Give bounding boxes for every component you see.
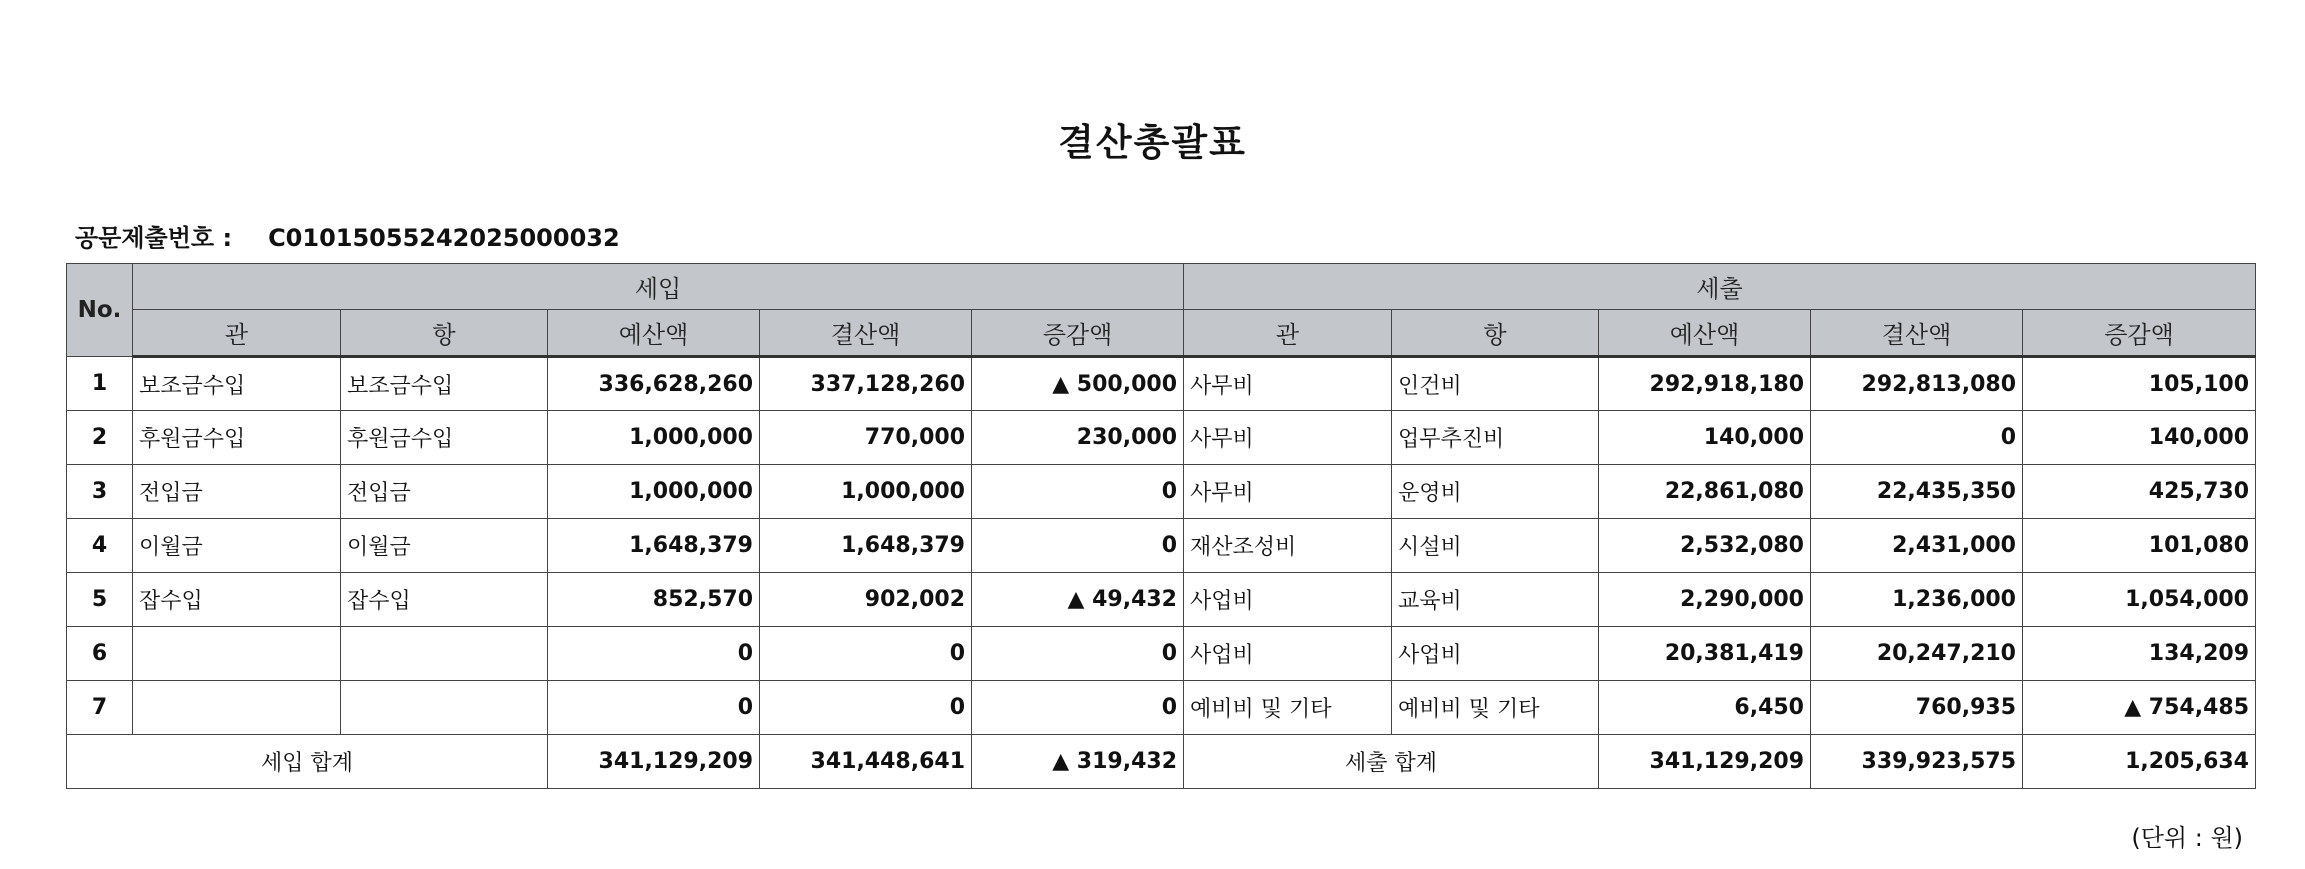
doc-number-label: 공문제출번호 : — [75, 224, 233, 252]
income-gwan: 이월금 — [133, 519, 341, 573]
col-group-income: 세입 — [133, 264, 1184, 310]
col-no: No. — [67, 264, 133, 357]
expense-budget: 292,918,180 — [1599, 357, 1811, 411]
income-change: 0 — [972, 465, 1184, 519]
expense-gwan: 사업비 — [1184, 573, 1392, 627]
totals-row — [67, 735, 2256, 789]
expense-change: 134,209 — [2023, 627, 2256, 681]
income-change: 0 — [972, 681, 1184, 735]
expense-gwan: 사무비 — [1184, 465, 1392, 519]
income-hang: 후원금수입 — [341, 411, 548, 465]
col-expense-hang: 항 — [1392, 310, 1599, 357]
income-change: ▲ 500,000 — [972, 357, 1184, 411]
row-no: 1 — [67, 357, 133, 411]
income-budget: 0 — [548, 627, 760, 681]
income-settlement: 337,128,260 — [760, 357, 972, 411]
income-settlement: 902,002 — [760, 573, 972, 627]
income-budget: 1,000,000 — [548, 465, 760, 519]
expense-gwan: 재산조성비 — [1184, 519, 1392, 573]
income-settlement: 0 — [760, 627, 972, 681]
income-gwan: 잡수입 — [133, 573, 341, 627]
income-change: 0 — [972, 627, 1184, 681]
table-row — [67, 411, 2256, 465]
income-budget: 1,648,379 — [548, 519, 760, 573]
expense-settlement: 0 — [1811, 411, 2023, 465]
expense-hang: 예비비 및 기타 — [1392, 681, 1599, 735]
income-change: ▲ 49,432 — [972, 573, 1184, 627]
income-budget: 1,000,000 — [548, 411, 760, 465]
table-row — [67, 627, 2256, 681]
col-income-budget: 예산액 — [548, 310, 760, 357]
expense-change: 1,054,000 — [2023, 573, 2256, 627]
expense-settlement: 22,435,350 — [1811, 465, 2023, 519]
expense-gwan: 사무비 — [1184, 411, 1392, 465]
expense-total-budget: 341,129,209 — [1599, 735, 1811, 789]
expense-hang: 시설비 — [1392, 519, 1599, 573]
expense-hang: 운영비 — [1392, 465, 1599, 519]
expense-gwan: 사무비 — [1184, 357, 1392, 411]
doc-number-value: C01015055242025000032 — [268, 224, 620, 252]
income-hang: 잡수입 — [341, 573, 548, 627]
doc-number — [75, 218, 620, 253]
expense-budget: 22,861,080 — [1599, 465, 1811, 519]
income-total-budget: 341,129,209 — [548, 735, 760, 789]
income-budget: 852,570 — [548, 573, 760, 627]
expense-budget: 140,000 — [1599, 411, 1811, 465]
col-group-expense: 세출 — [1184, 264, 2256, 310]
row-no: 2 — [67, 411, 133, 465]
expense-budget: 6,450 — [1599, 681, 1811, 735]
col-income-gwan: 관 — [133, 310, 341, 357]
expense-settlement: 20,247,210 — [1811, 627, 2023, 681]
table-row — [67, 681, 2256, 735]
income-gwan: 후원금수입 — [133, 411, 341, 465]
income-budget: 336,628,260 — [548, 357, 760, 411]
expense-hang: 인건비 — [1392, 357, 1599, 411]
col-expense-change: 증감액 — [2023, 310, 2256, 357]
expense-settlement: 2,431,000 — [1811, 519, 2023, 573]
expense-settlement: 292,813,080 — [1811, 357, 2023, 411]
income-total-settlement: 341,448,641 — [760, 735, 972, 789]
expense-hang: 업무추진비 — [1392, 411, 1599, 465]
expense-settlement: 760,935 — [1811, 681, 2023, 735]
income-hang: 이월금 — [341, 519, 548, 573]
expense-change: 101,080 — [2023, 519, 2256, 573]
income-gwan — [133, 681, 341, 735]
col-expense-settlement: 결산액 — [1811, 310, 2023, 357]
expense-budget: 20,381,419 — [1599, 627, 1811, 681]
income-settlement: 770,000 — [760, 411, 972, 465]
income-hang: 보조금수입 — [341, 357, 548, 411]
col-income-settlement: 결산액 — [760, 310, 972, 357]
table-row — [67, 519, 2256, 573]
col-expense-gwan: 관 — [1184, 310, 1392, 357]
expense-gwan: 예비비 및 기타 — [1184, 681, 1392, 735]
income-gwan — [133, 627, 341, 681]
document-title: 결산총괄표 — [1058, 121, 1247, 164]
income-budget: 0 — [548, 681, 760, 735]
expense-hang: 교육비 — [1392, 573, 1599, 627]
expense-change: 140,000 — [2023, 411, 2256, 465]
income-hang: 전입금 — [341, 465, 548, 519]
col-income-change: 증감액 — [972, 310, 1184, 357]
income-settlement: 1,648,379 — [760, 519, 972, 573]
expense-hang: 사업비 — [1392, 627, 1599, 681]
table-row — [67, 357, 2256, 411]
row-no: 3 — [67, 465, 133, 519]
income-change: 0 — [972, 519, 1184, 573]
row-no: 4 — [67, 519, 133, 573]
income-settlement: 1,000,000 — [760, 465, 972, 519]
table-row — [67, 465, 2256, 519]
expense-change: 425,730 — [2023, 465, 2256, 519]
row-no: 7 — [67, 681, 133, 735]
income-total-label: 세입 합계 — [67, 735, 548, 789]
expense-gwan: 사업비 — [1184, 627, 1392, 681]
income-change: 230,000 — [972, 411, 1184, 465]
row-no: 6 — [67, 627, 133, 681]
col-expense-budget: 예산액 — [1599, 310, 1811, 357]
unit-note: (단위 : 원) — [2131, 824, 2243, 852]
expense-total-label: 세출 합계 — [1184, 735, 1599, 789]
settlement-summary-table — [66, 263, 2256, 789]
income-settlement: 0 — [760, 681, 972, 735]
expense-change: ▲ 754,485 — [2023, 681, 2256, 735]
expense-change: 105,100 — [2023, 357, 2256, 411]
col-income-hang: 항 — [341, 310, 548, 357]
row-no: 5 — [67, 573, 133, 627]
income-hang — [341, 627, 548, 681]
income-total-change: ▲ 319,432 — [972, 735, 1184, 789]
income-hang — [341, 681, 548, 735]
expense-budget: 2,290,000 — [1599, 573, 1811, 627]
expense-budget: 2,532,080 — [1599, 519, 1811, 573]
expense-total-settlement: 339,923,575 — [1811, 735, 2023, 789]
expense-total-change: 1,205,634 — [2023, 735, 2256, 789]
table-row — [67, 573, 2256, 627]
expense-settlement: 1,236,000 — [1811, 573, 2023, 627]
income-gwan: 보조금수입 — [133, 357, 341, 411]
income-gwan: 전입금 — [133, 465, 341, 519]
